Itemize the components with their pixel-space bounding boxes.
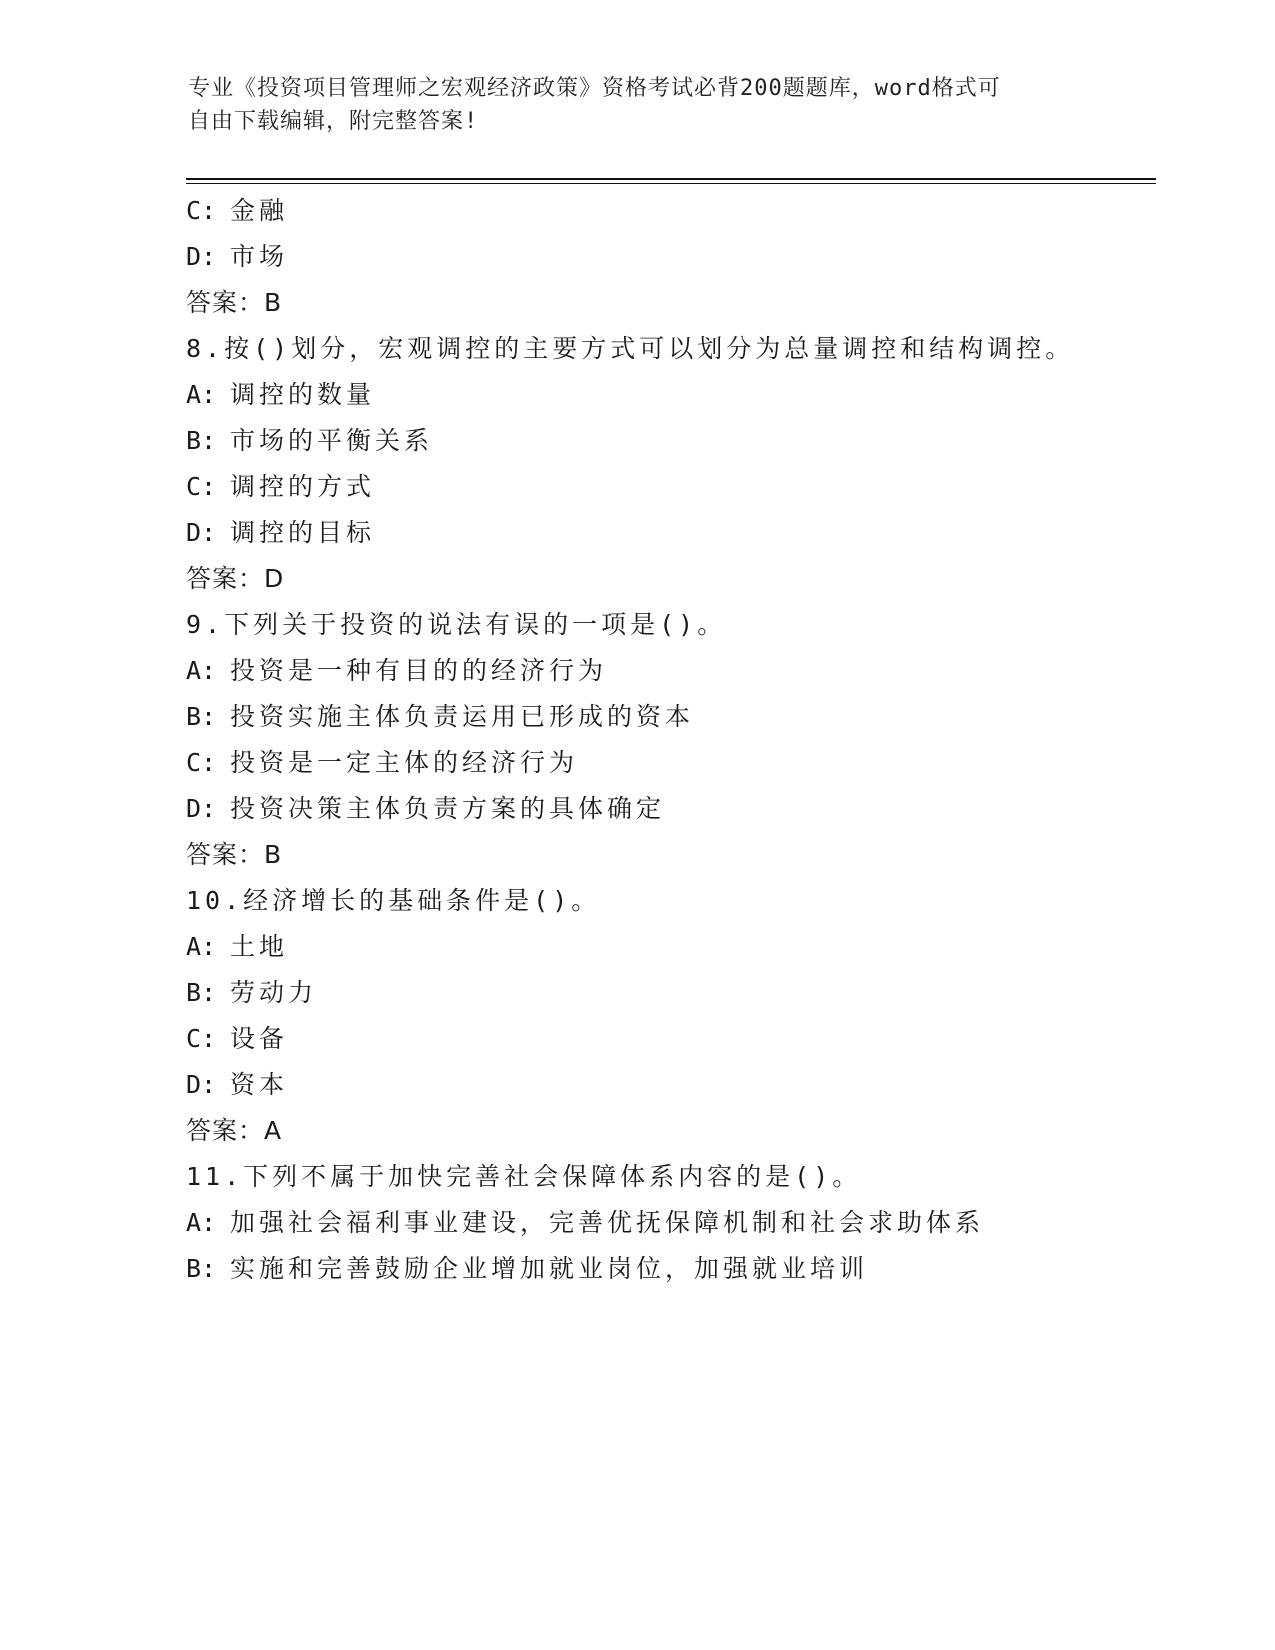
option-text: 投资是一种有目的的经济行为 — [230, 656, 608, 685]
option-label: C: — [186, 472, 217, 501]
option-line — [186, 418, 1186, 464]
question-7-continued — [186, 188, 1186, 326]
option-label: D: — [186, 518, 217, 547]
option-label: A: — [186, 380, 217, 409]
option-line — [186, 234, 1186, 280]
option-label: D: — [186, 794, 217, 823]
option-label: C: — [186, 1024, 217, 1053]
option-label: B: — [186, 426, 217, 455]
option-line — [186, 188, 1186, 234]
question-10 — [186, 878, 1186, 1154]
question-stem: 8.按()划分，宏观调控的主要方式可以划分为总量调控和结构调控。 — [186, 334, 1075, 363]
document-header — [188, 72, 1088, 138]
question-list — [186, 188, 1186, 1292]
option-line — [186, 1246, 1186, 1292]
option-text: 投资实施主体负责运用已形成的资本 — [230, 702, 695, 731]
question-9 — [186, 602, 1186, 878]
option-line — [186, 740, 1186, 786]
option-label: C: — [186, 748, 217, 777]
header-rule-thick — [186, 178, 1156, 180]
option-text: 调控的数量 — [230, 380, 376, 409]
option-text: 实施和完善鼓励企业增加就业岗位，加强就业培训 — [230, 1254, 869, 1283]
answer-line: 答案：B — [186, 840, 283, 869]
option-label: B: — [186, 702, 217, 731]
option-text: 土地 — [230, 932, 289, 961]
option-text: 调控的方式 — [230, 472, 376, 501]
option-line — [186, 694, 1186, 740]
option-label: B: — [186, 978, 217, 1007]
answer-line: 答案：A — [186, 1116, 283, 1145]
option-text: 市场 — [230, 242, 289, 271]
option-line — [186, 510, 1186, 556]
option-text: 市场的平衡关系 — [230, 426, 434, 455]
option-text: 加强社会福利事业建设，完善优抚保障机制和社会求助体系 — [230, 1208, 985, 1237]
answer-line: 答案：D — [186, 564, 285, 593]
option-text: 金融 — [230, 196, 289, 225]
header-line-2: 自由下载编辑，附完整答案! — [188, 109, 479, 134]
option-text: 资本 — [230, 1070, 289, 1099]
option-text: 调控的目标 — [230, 518, 376, 547]
option-text: 投资决策主体负责方案的具体确定 — [230, 794, 666, 823]
option-line — [186, 1016, 1186, 1062]
option-label: D: — [186, 242, 217, 271]
question-11 — [186, 1154, 1186, 1292]
option-line — [186, 924, 1186, 970]
option-line — [186, 648, 1186, 694]
option-label: D: — [186, 1070, 217, 1099]
option-line — [186, 372, 1186, 418]
option-line — [186, 1062, 1186, 1108]
option-text: 投资是一定主体的经济行为 — [230, 748, 579, 777]
option-label: A: — [186, 932, 217, 961]
question-stem: 9.下列关于投资的说法有误的一项是()。 — [186, 610, 727, 639]
option-text: 设备 — [230, 1024, 289, 1053]
option-line — [186, 464, 1186, 510]
question-stem: 11.下列不属于加快完善社会保障体系内容的是()。 — [186, 1162, 862, 1191]
option-label: A: — [186, 1208, 217, 1237]
option-line — [186, 786, 1186, 832]
option-label: A: — [186, 656, 217, 685]
question-8 — [186, 326, 1186, 602]
header-rule-thin — [186, 183, 1156, 184]
option-label: B: — [186, 1254, 217, 1283]
option-line — [186, 1200, 1186, 1246]
option-line — [186, 970, 1186, 1016]
answer-line: 答案：B — [186, 288, 283, 317]
header-line-1: 专业《投资项目管理师之宏观经济政策》资格考试必背200题题库，word格式可 — [188, 76, 1001, 101]
question-stem: 10.经济增长的基础条件是()。 — [186, 886, 601, 915]
option-label: C: — [186, 196, 217, 225]
option-text: 劳动力 — [230, 978, 318, 1007]
